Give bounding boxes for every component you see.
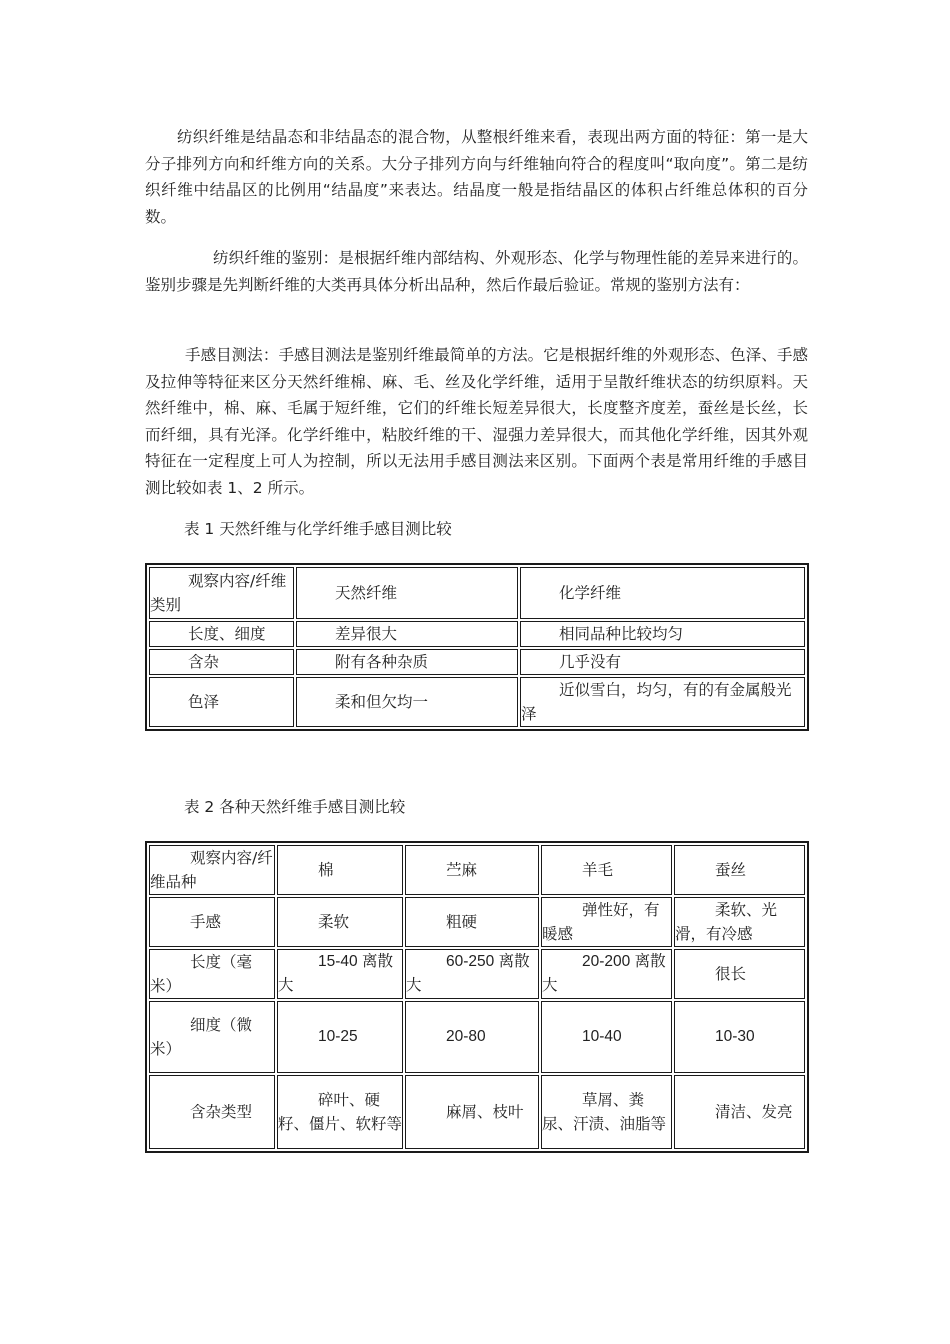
table-cell: 10-30	[674, 1001, 805, 1073]
table-header-cell: 观察内容/纤维类别	[149, 567, 294, 619]
table1-natural-vs-chemical	[145, 563, 809, 731]
table-cell: 弹性好，有暖感	[541, 897, 672, 947]
table-cell: 长度、细度	[149, 621, 294, 647]
table-cell: 长度（毫米）	[149, 949, 275, 999]
table-cell: 相同品种比较均匀	[520, 621, 805, 647]
table-row	[149, 567, 805, 619]
table-cell: 10-25	[277, 1001, 403, 1073]
table-header-cell: 蚕丝	[674, 845, 805, 895]
table-row	[149, 897, 805, 947]
table-cell: 含杂	[149, 649, 294, 675]
table-cell: 柔和但欠均一	[296, 677, 518, 727]
table-cell: 粗硬	[405, 897, 539, 947]
table-cell: 手感	[149, 897, 275, 947]
paragraph-identification: 纺织纤维的鉴别：是根据纤维内部结构、外观形态、化学与物理性能的差异来进行的。鉴别步骤是先判断纤维的大类再具体分析出品种，然后作最后验证。常规的鉴别方法有：	[145, 249, 808, 294]
table2-natural-fibers	[145, 841, 809, 1153]
table-cell: 几乎没有	[520, 649, 805, 675]
table-cell: 细度（微米）	[149, 1001, 275, 1073]
table-cell: 附有各种杂质	[296, 649, 518, 675]
paragraph-crystallinity: 纺织纤维是结晶态和非结晶态的混合物，从整根纤维来看，表现出两方面的特征：第一是大分子排列方向和纤维方向的关系。大分子排列方向与纤维轴向符合的程度叫“取向度”。第二是纺织纤维中结晶区的比例用“结晶度”来表达。结晶度一般是指结晶区的体积占纤维总体积的百分数。	[145, 128, 808, 226]
table-cell: 含杂类型	[149, 1075, 275, 1149]
table-row	[149, 845, 805, 895]
table-cell: 麻屑、枝叶	[405, 1075, 539, 1149]
table-cell: 近似雪白，均匀，有的有金属般光泽	[520, 677, 805, 727]
table-cell: 清洁、发亮	[674, 1075, 805, 1149]
table1-caption: 表 1 天然纤维与化学纤维手感目测比较	[184, 520, 452, 538]
table-cell: 20-80	[405, 1001, 539, 1073]
table-header-cell: 苎麻	[405, 845, 539, 895]
table-header-cell: 羊毛	[541, 845, 672, 895]
table-row	[149, 949, 805, 999]
table-cell: 柔软、光滑，有冷感	[674, 897, 805, 947]
table-cell: 差异很大	[296, 621, 518, 647]
table-cell: 碎叶、硬籽、僵片、软籽等	[277, 1075, 403, 1149]
table-header-cell: 棉	[277, 845, 403, 895]
table-cell: 色泽	[149, 677, 294, 727]
table-header-cell: 天然纤维	[296, 567, 518, 619]
table-header-cell: 观察内容/纤维品种	[149, 845, 275, 895]
table-row	[149, 621, 805, 647]
table-row	[149, 1075, 805, 1149]
table-cell: 草屑、粪尿、汗渍、油脂等	[541, 1075, 672, 1149]
table-cell: 20-200 离散大	[541, 949, 672, 999]
table-row	[149, 649, 805, 675]
table-header-cell: 化学纤维	[520, 567, 805, 619]
table-row	[149, 677, 805, 727]
table-cell: 柔软	[277, 897, 403, 947]
table-cell: 15-40 离散大	[277, 949, 403, 999]
table-row	[149, 1001, 805, 1073]
paragraph-hand-visual-method: 手感目测法：手感目测法是鉴别纤维最简单的方法。它是根据纤维的外观形态、色泽、手感及拉伸等特征来区分天然纤维棉、麻、毛、丝及化学纤维，适用于呈散纤维状态的纺织原料。天然纤维中，棉、麻、毛属于短纤维，它们的纤维长短差异很大，长度整齐度差，蚕丝是长丝，长而纤细，具有光泽。化学纤维中，粘胶纤维的干、湿强力差异很大，而其他化学纤维，因其外观特征在一定程度上可人为控制，所以无法用手感目测法来区别。下面两个表是常用纤维的手感目测比较如表 1、2 所示。	[145, 346, 808, 497]
table-cell: 10-40	[541, 1001, 672, 1073]
table-cell: 很长	[674, 949, 805, 999]
table-cell: 60-250 离散大	[405, 949, 539, 999]
table2-caption: 表 2 各种天然纤维手感目测比较	[184, 798, 406, 816]
